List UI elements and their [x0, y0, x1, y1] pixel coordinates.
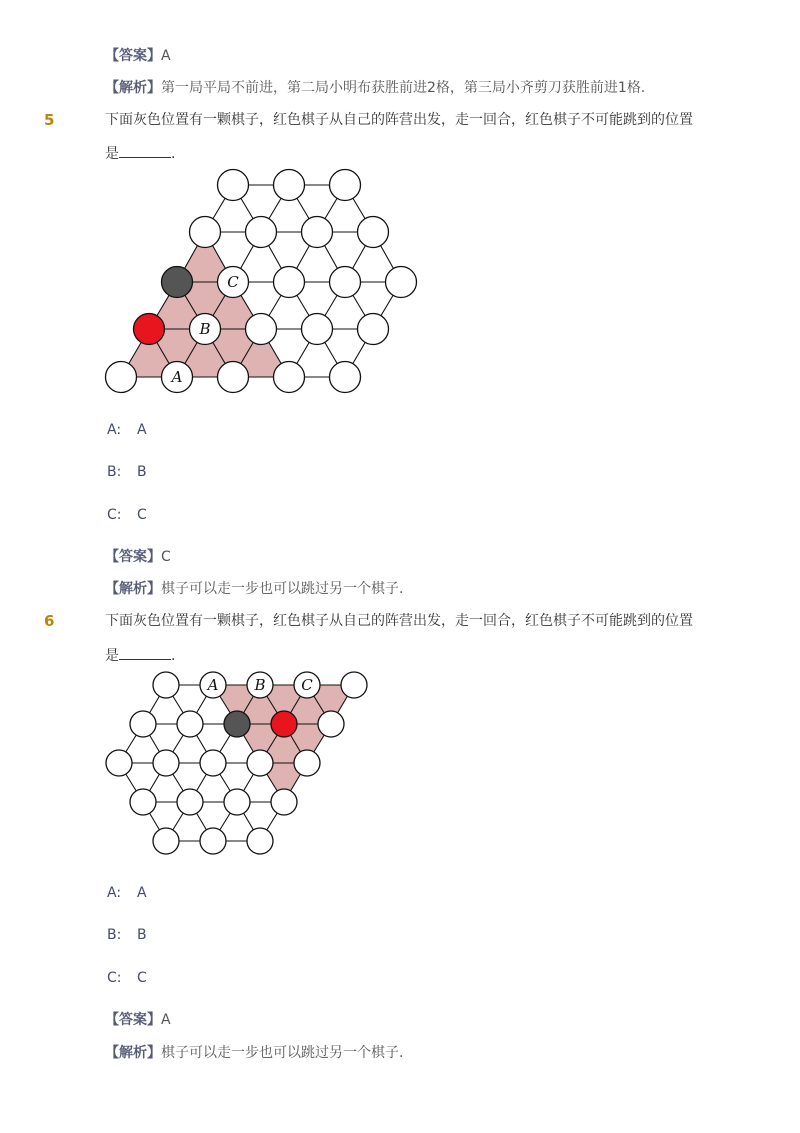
board-position	[153, 750, 179, 776]
analysis-tag: 【解析】	[105, 80, 161, 96]
option-b[interactable]	[107, 925, 147, 945]
gray-piece	[224, 711, 250, 737]
option-c[interactable]	[107, 968, 147, 988]
red-piece	[134, 314, 165, 345]
prev-analysis-line	[105, 78, 645, 98]
answer-tag: 【答案】	[105, 1012, 161, 1028]
board-position	[341, 672, 367, 698]
question-text-line2	[105, 645, 175, 666]
board-position	[246, 314, 277, 345]
camp-region	[121, 232, 289, 377]
question-text-prefix: 是	[105, 648, 119, 664]
analysis-text: 棋子可以走一步也可以跳过另一个棋子.	[161, 1045, 404, 1061]
option-text: A	[137, 422, 147, 438]
answer-value: A	[161, 48, 171, 64]
board-position	[200, 750, 226, 776]
board-position	[302, 217, 333, 248]
answer-blank	[119, 645, 171, 660]
option-c[interactable]	[107, 505, 147, 525]
board-position	[330, 170, 361, 201]
question-text: 下面灰色位置有一颗棋子，红色棋子从自己的阵营出发，走一回合，红色棋子不可能跳到的位置	[105, 112, 693, 128]
board-position	[153, 672, 179, 698]
board-position	[294, 750, 320, 776]
option-text: A	[137, 885, 147, 901]
option-key: C:	[107, 970, 122, 986]
option-text: C	[137, 970, 147, 986]
board-position	[224, 789, 250, 815]
board-position	[190, 217, 221, 248]
option-key: B:	[107, 927, 122, 943]
answer-value: C	[161, 549, 171, 565]
question-number: 6	[44, 612, 55, 630]
board-position	[386, 267, 417, 298]
analysis-text: 棋子可以走一步也可以跳过另一个棋子.	[161, 581, 404, 597]
position-label: A	[171, 368, 183, 386]
option-b[interactable]	[107, 462, 147, 482]
answer-blank	[119, 143, 171, 158]
question-text-suffix: .	[171, 146, 176, 162]
board-position	[274, 362, 305, 393]
gray-piece	[162, 267, 193, 298]
board-position	[302, 314, 333, 345]
option-text: C	[137, 507, 147, 523]
board-position	[153, 828, 179, 854]
board-position	[358, 217, 389, 248]
position-label: C	[301, 676, 313, 694]
question-text-line2	[105, 143, 175, 164]
board-position	[247, 828, 273, 854]
board-position	[177, 789, 203, 815]
board-position	[330, 362, 361, 393]
q5-analysis-line	[105, 579, 403, 599]
board-position	[200, 828, 226, 854]
board-position	[106, 362, 137, 393]
analysis-tag: 【解析】	[105, 581, 161, 597]
position-label: B	[254, 676, 266, 694]
q5-board	[100, 162, 420, 402]
option-key: B:	[107, 464, 122, 480]
q6-board	[100, 664, 380, 864]
q6-answer-line	[105, 1010, 171, 1030]
prev-answer-line	[105, 46, 171, 66]
board-position	[130, 711, 156, 737]
answer-value: A	[161, 1012, 171, 1028]
board-position	[130, 789, 156, 815]
analysis-tag: 【解析】	[105, 1045, 161, 1061]
board-position	[358, 314, 389, 345]
board-position	[218, 362, 249, 393]
q5-answer-line	[105, 547, 171, 567]
board-position	[274, 267, 305, 298]
position-label: C	[227, 273, 239, 291]
board-position	[247, 750, 273, 776]
question-text-prefix: 是	[105, 146, 119, 162]
option-key: C:	[107, 507, 122, 523]
board-position	[106, 750, 132, 776]
option-key: A:	[107, 422, 122, 438]
board-position	[318, 711, 344, 737]
board-position	[330, 267, 361, 298]
option-a[interactable]	[107, 420, 147, 440]
board-position	[271, 789, 297, 815]
camp-region	[213, 685, 354, 802]
answer-tag: 【答案】	[105, 48, 161, 64]
board-position	[177, 711, 203, 737]
option-a[interactable]	[107, 883, 147, 903]
question-text-suffix: .	[171, 648, 176, 664]
board-position	[274, 170, 305, 201]
position-label: A	[207, 676, 219, 694]
option-text: B	[137, 464, 147, 480]
option-key: A:	[107, 885, 122, 901]
analysis-text: 第一局平局不前进，第二局小明布获胜前进2格，第三局小齐剪刀获胜前进1格.	[161, 80, 646, 96]
board-position	[246, 217, 277, 248]
q6-analysis-line	[105, 1043, 403, 1063]
question-number: 5	[44, 111, 55, 129]
answer-tag: 【答案】	[105, 549, 161, 565]
option-text: B	[137, 927, 147, 943]
position-label: B	[199, 320, 211, 338]
board-position	[218, 170, 249, 201]
red-piece	[271, 711, 297, 737]
question-text: 下面灰色位置有一颗棋子，红色棋子从自己的阵营出发，走一回合，红色棋子不可能跳到的位置	[105, 613, 693, 629]
